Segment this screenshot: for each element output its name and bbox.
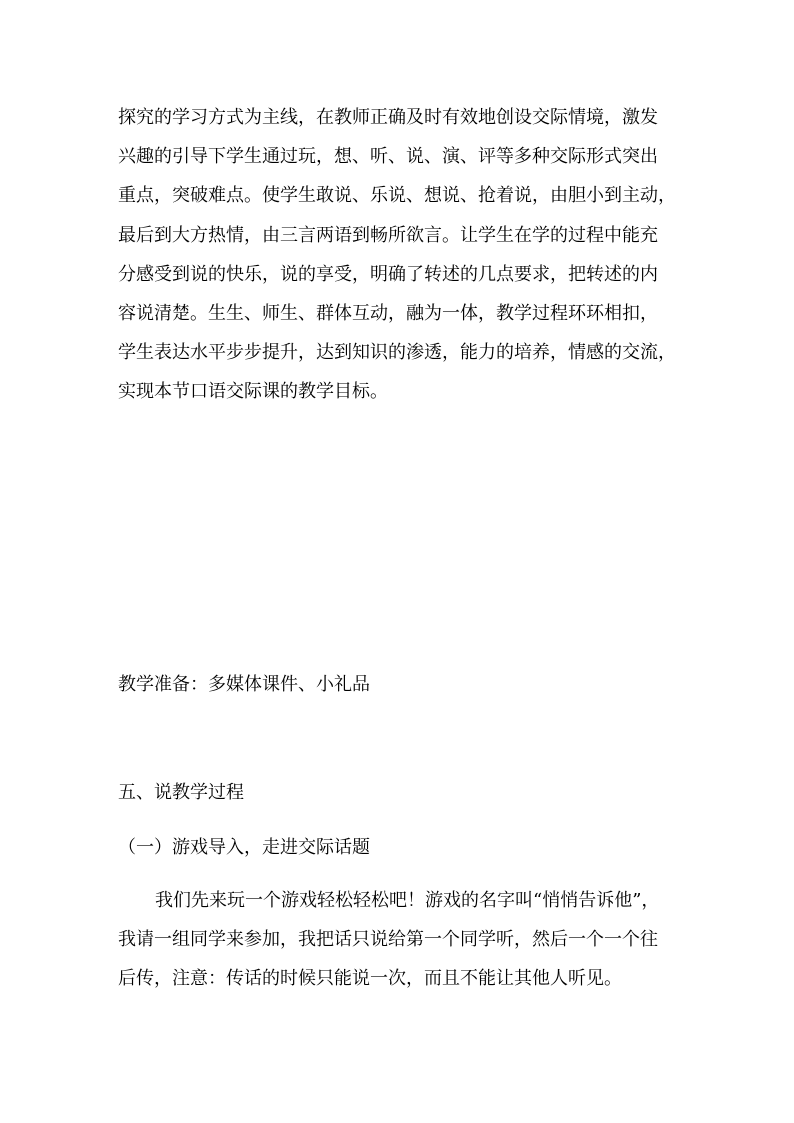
teaching-prep-line: 教学准备：多媒体课件、小礼品 — [118, 674, 370, 695]
paragraph-line: 分感受到说的快乐，说的享受，明确了转述的几点要求，把转述的内 — [118, 263, 658, 285]
paragraph-line: 学生表达水平步步提升，达到知识的渗透，能力的培养，情感的交流， — [118, 342, 676, 364]
game-paragraph — [118, 889, 688, 1006]
subsection-heading: （一）游戏导入，走进交际话题 — [118, 837, 370, 858]
paragraph-line: 探究的学习方式为主线，在教师正确及时有效地创设交际情境，激发 — [118, 107, 658, 128]
paragraph-line: 容说清楚。生生、师生、群体互动，融为一体，教学过程环环相扣， — [118, 302, 658, 324]
paragraph-line: 重点，突破难点。使学生敢说、乐说、想说、抢着说，由胆小到主动， — [118, 185, 676, 207]
paragraph-line: 兴趣的引导下学生通过玩，想、听、说、演、评等多种交际形式突出 — [118, 146, 658, 168]
paragraph-line: 最后到大方热情，由三言两语到畅所欲言。让学生在学的过程中能充 — [118, 224, 658, 246]
paragraph-line: 实现本节口语交际课的教学目标。 — [118, 381, 388, 403]
paragraph-line: 我们先来玩一个游戏轻松轻松吧！游戏的名字叫“悄悄告诉他”， — [155, 890, 660, 911]
section-heading: 五、说教学过程 — [118, 782, 244, 803]
intro-paragraph — [118, 106, 688, 420]
paragraph-line: 我请一组同学来参加，我把话只说给第一个同学听，然后一个一个往 — [118, 929, 658, 950]
paragraph-line: 后传，注意：传话的时候只能说一次，而且不能让其他人听见。 — [118, 968, 622, 989]
